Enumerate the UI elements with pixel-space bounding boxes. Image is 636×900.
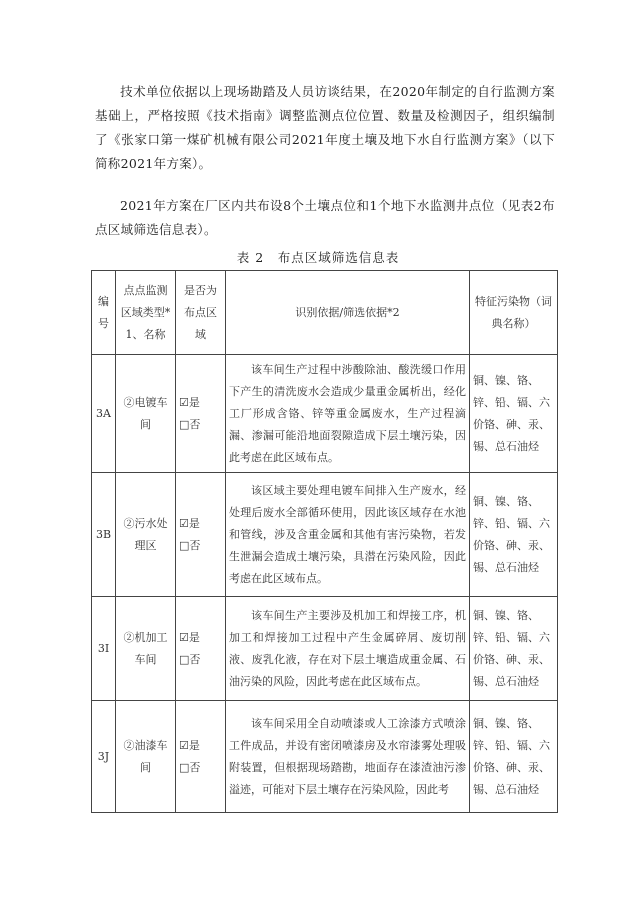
row-selected	[176, 355, 226, 473]
row-pollutants: 铜、镍、铬、锌、铅、镉、六价铬、砷、汞、锡、总石油烃	[470, 701, 558, 813]
row-area: ②电镀车间	[116, 355, 176, 473]
row-basis: 该车间采用全自动喷漆或人工涂漆方式喷涂工件成品，并设有密闭喷漆房及水帘漆雾处理吸附装置，但根据现场踏勘，地面存在漆渣油污渗溢迹，可能对下层土壤存在污染风险，因此考	[226, 701, 470, 813]
table-row	[92, 701, 558, 813]
intro-paragraph-1-text: 技术单位依据以上现场勘踏及人员访谈结果，在2020年制定的自行监测方案基础上，严格按照《技术指南》调整监测点位位置、数量及检测因子，组织编制了《张家口第一煤矿机械有限公司2021年度土壤及地下水自行监测方案》（以下简称2021年方案）。	[95, 84, 555, 171]
row-pollutants: 铜、镍、铬、锌、铅、镉、六价铬、砷、汞、锡、总石油烃	[470, 355, 558, 473]
row-area: ②污水处理区	[116, 473, 176, 597]
intro-paragraph-2	[95, 194, 555, 242]
table-row	[92, 355, 558, 473]
row-selected	[176, 597, 226, 701]
header-pollutants: 特征污染物（词典名称）	[470, 271, 558, 355]
header-id: 编号	[92, 271, 116, 355]
checkbox-yes: ☑是	[179, 395, 200, 409]
header-selected: 是否为布点区域	[176, 271, 226, 355]
row-id: 3B	[92, 473, 116, 597]
row-basis: 该区域主要处理电镀车间排入生产废水，经处理后废水全部循环使用，因此该区域存在水池和管线，涉及含重金属和其他有害污染物，若发生泄漏会造成土壤污染，具潜在污染风险，因此考虑在此区域布点。	[226, 473, 470, 597]
row-selected	[176, 473, 226, 597]
table-row	[92, 473, 558, 597]
row-area: ②机加工车间	[116, 597, 176, 701]
row-id: 3J	[92, 701, 116, 813]
table-row	[92, 597, 558, 701]
intro-paragraph-1	[95, 80, 555, 176]
area-screening-table	[91, 270, 558, 813]
row-selected	[176, 701, 226, 813]
checkbox-no: □否	[179, 417, 201, 431]
intro-paragraph-2-text: 2021年方案在厂区内共布设8个土壤点位和1个地下水监测井点位（见表2布点区域筛选信息表）。	[95, 198, 555, 237]
table-header-row	[92, 271, 558, 355]
checkbox-yes: ☑是	[179, 630, 200, 644]
row-id: 3I	[92, 597, 116, 701]
header-basis: 识别依据/筛选依据*2	[226, 271, 470, 355]
row-pollutants: 铜、镍、铬、锌、铅、镉、六价铬、砷、汞、锡、总石油烃	[470, 597, 558, 701]
checkbox-yes: ☑是	[179, 738, 200, 752]
row-area: ②油漆车间	[116, 701, 176, 813]
checkbox-no: □否	[179, 760, 201, 774]
checkbox-yes: ☑是	[179, 516, 200, 530]
row-basis: 该车间生产过程中涉酸除油、酸洗缓口作用下产生的清洗废水会造成少量重金属析出，经化工厂形成含铬、锌等重金属废水，生产过程滴漏、渗漏可能沿地面裂隙造成下层土壤污染，因此考虑在此区域布点。	[226, 355, 470, 473]
row-basis: 该车间生产主要涉及机加工和焊接工序，机加工和焊接加工过程中产生金属碎屑、废切削液、废乳化液，存在对下层土壤造成重金属、石油污染的风险，因此考虑在此区域布点。	[226, 597, 470, 701]
row-id: 3A	[92, 355, 116, 473]
table-caption: 表 2 布点区域筛选信息表	[236, 250, 400, 265]
row-pollutants: 铜、镍、铬、锌、铅、镉、六价铬、砷、汞、锡、总石油烃	[470, 473, 558, 597]
checkbox-no: □否	[179, 652, 201, 666]
header-area: 点点监测区域类型*1、名称	[116, 271, 176, 355]
checkbox-no: □否	[179, 538, 201, 552]
